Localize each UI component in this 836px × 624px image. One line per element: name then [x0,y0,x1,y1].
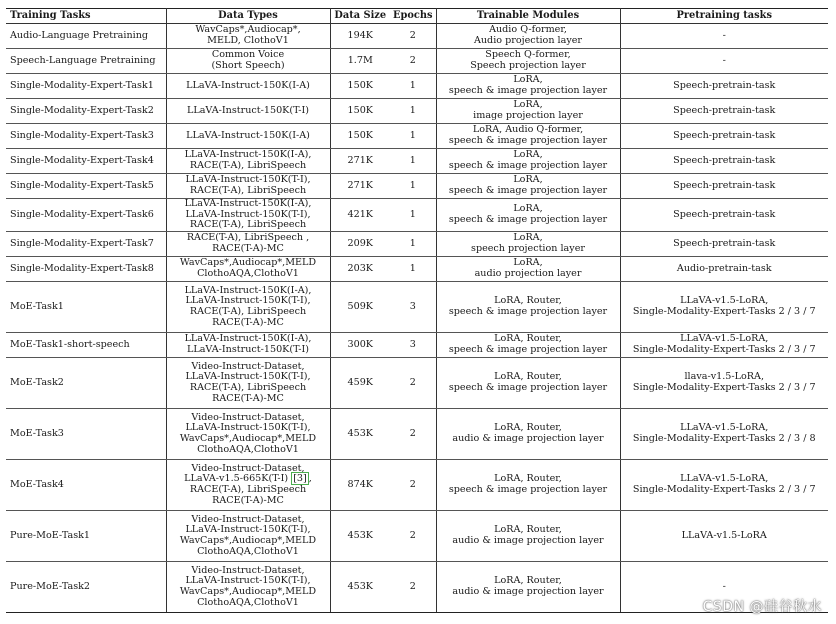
cell-line: llava-v1.5-LoRA, [684,371,764,383]
cell-line: audio projection layer [474,268,582,280]
trainable-modules-cell [436,99,620,124]
pretraining-tasks-cell [620,358,828,409]
cell-line: LLaVA-Instruct-150K(I-A), [184,284,312,296]
table-row [6,511,828,562]
citation-link[interactable]: [3] [293,473,307,485]
trainable-modules-cell [436,24,620,49]
data-types-cell [166,99,330,124]
task-name: Single-Modality-Expert-Task3 [6,124,166,149]
epochs-cell: 2 [390,24,436,49]
table-row [6,257,828,282]
table-row [6,232,828,257]
cell-line: LLaVA-Instruct-150K(T-I), [185,575,311,587]
cell-line: RACE(T-A), LibriSpeech [189,484,307,496]
cell-line: speech & image projection layer [448,185,608,196]
data-size-cell: 421K [330,199,390,232]
data-types-cell [166,511,330,562]
table-row [6,409,828,460]
cell-line: LLaVA-Instruct-150K(T-I), [185,295,311,307]
pretraining-tasks-cell [620,124,828,149]
cell-line: RACE(T-A), LibriSpeech [189,185,307,196]
data-size-cell: 453K [330,511,390,562]
data-size-cell: 453K [330,409,390,460]
cell-line: speech & image projection layer [448,85,608,96]
cell-line: WavCaps*,Audiocap*,MELD [179,586,317,598]
cell-line: LLaVA-Instruct-150K(T-I) [186,344,310,356]
pretraining-tasks-cell [620,460,828,511]
task-name: MoE-Task2 [6,358,166,409]
pretraining-tasks-cell [620,174,828,199]
table-row [6,460,828,511]
trainable-modules-cell [436,149,620,174]
cell-line: LoRA, [513,99,543,111]
data-size-cell: 150K [330,99,390,124]
cell-line: - [722,54,726,66]
data-types-cell [166,460,330,511]
cell-line: LLaVA-v1.5-LoRA, [680,295,769,307]
cell-line: audio & image projection layer [452,535,604,547]
trainable-modules-cell [436,174,620,199]
trainable-modules-cell [436,257,620,282]
data-types-cell [166,409,330,460]
pretraining-tasks-cell [620,232,828,257]
cell-line: LoRA, Router, [494,333,562,345]
table-row [6,99,828,124]
trainable-modules-cell [436,562,620,613]
cell-line: LLaVA-Instruct-150K(I-A) [186,129,310,141]
table-row [6,282,828,333]
cell-line: ClothoAQA,ClothoV1 [197,268,299,280]
table-row [6,174,828,199]
data-types-cell [166,232,330,257]
data-size-cell: 150K [330,74,390,99]
trainable-modules-cell [436,282,620,333]
cell-line: LLaVA-Instruct-150K(T-I), [185,371,311,383]
pretraining-tasks-cell [620,49,828,74]
cell-line: LLaVA-v1.5-LoRA, [680,333,769,345]
cell-line: (Short Speech) [211,60,285,71]
data-types-cell [166,333,330,358]
cell-line: Speech-pretrain-task [673,208,776,220]
task-name: Pure-MoE-Task1 [6,511,166,562]
cell-line: LLaVA-Instruct-150K(T-I), [185,208,311,220]
epochs-cell: 2 [390,49,436,74]
data-size-cell: 209K [330,232,390,257]
cell-line: RACE(T-A)-MC [212,494,284,506]
cell-line: LLaVA-v1.5-LoRA, [680,473,769,485]
cell-line: LLaVA-Instruct-150K(T-I), [185,524,311,536]
task-name: Single-Modality-Expert-Task1 [6,74,166,99]
cell-line: Audio projection layer [473,35,583,46]
cell-line: Speech Q-former, [485,49,571,61]
pretraining-tasks-cell [620,333,828,358]
data-types-cell [166,174,330,199]
epochs-cell: 2 [390,562,436,613]
cell-line: - [722,29,726,41]
data-size-cell: 459K [330,358,390,409]
epochs-cell: 2 [390,511,436,562]
trainable-modules-cell [436,124,620,149]
cell-line: Speech-pretrain-task [673,129,776,141]
data-types-cell [166,199,330,232]
trainable-modules-cell [436,74,620,99]
cell-line: LLaVA-Instruct-150K(I-A), [184,149,312,161]
task-name: Single-Modality-Expert-Task7 [6,232,166,257]
cell-line: LoRA, [513,257,543,269]
cell-line: LLaVA-v1.5-LoRA, [680,422,769,434]
task-name: MoE-Task1-short-speech [6,333,166,358]
cell-line: Video-Instruct-Dataset, [191,564,305,576]
cell-line: Audio Q-former, [489,24,567,36]
task-name: Audio-Language Pretraining [6,24,166,49]
cell-line: RACE(T-A), LibriSpeech [189,306,307,318]
cell-line: Speech-pretrain-task [673,104,776,116]
cell-line: WavCaps*,Audiocap*, [195,24,301,36]
cell-line: LoRA, Router, [494,371,562,383]
pretraining-tasks-cell [620,409,828,460]
cell-line: LLaVA-Instruct-150K(I-A), [184,198,312,209]
cell-line: Speech projection layer [470,60,586,71]
cell-line: Single-Modality-Expert-Tasks 2 / 3 / 8 [632,433,816,445]
task-name: Single-Modality-Expert-Task2 [6,99,166,124]
table-row [6,124,828,149]
cell-line: speech & image projection layer [448,306,608,318]
trainable-modules-cell [436,199,620,232]
pretraining-tasks-cell [620,199,828,232]
pretraining-tasks-cell [620,257,828,282]
cell-line: RACE(T-A), LibriSpeech [189,382,307,394]
data-size-cell: 271K [330,174,390,199]
header-training-tasks: Training Tasks [6,9,166,24]
cell-line: Single-Modality-Expert-Tasks 2 / 3 / 7 [632,484,816,496]
trainable-modules-cell [436,511,620,562]
cell-line: WavCaps*,Audiocap*,MELD [179,535,317,547]
epochs-cell: 1 [390,174,436,199]
cell-line: Video-Instruct-Dataset, [191,360,305,372]
cell-line: LoRA, Router, [494,575,562,587]
data-size-cell: 194K [330,24,390,49]
epochs-cell: 2 [390,358,436,409]
cell-line: speech projection layer [471,243,585,255]
task-name: Pure-MoE-Task2 [6,562,166,613]
data-types-cell [166,74,330,99]
data-types-cell [166,282,330,333]
training-tasks-table [6,8,828,613]
cell-line: LLaVA-v1.5-LoRA [681,529,767,541]
table-row [6,49,828,74]
cell-line: RACE(T-A), LibriSpeech , [186,232,310,244]
cell-line: RACE(T-A)-MC [212,392,284,404]
data-size-cell: 150K [330,124,390,149]
trainable-modules-cell [436,409,620,460]
pretraining-tasks-cell [620,511,828,562]
cell-line: audio & image projection layer [452,586,604,598]
header-data-size: Data Size [330,9,390,24]
epochs-cell: 1 [390,232,436,257]
data-types-cell [166,24,330,49]
cell-line: RACE(T-A)-MC [212,316,284,328]
data-types-cell [166,49,330,74]
task-name: Single-Modality-Expert-Task8 [6,257,166,282]
cell-line: speech & image projection layer [448,382,608,394]
pretraining-tasks-cell [620,74,828,99]
epochs-cell: 2 [390,409,436,460]
cell-line: LoRA, Router, [494,524,562,536]
pretraining-tasks-cell [620,282,828,333]
cell-line: Speech-pretrain-task [673,154,776,166]
cell-line: - [722,580,726,592]
cell-line: LoRA, [513,174,543,186]
cell-line: LoRA, [513,203,543,215]
cell-line: image projection layer [473,110,583,121]
cell-line: Speech-pretrain-task [673,237,776,249]
task-name: MoE-Task4 [6,460,166,511]
task-name: MoE-Task1 [6,282,166,333]
task-name: Single-Modality-Expert-Task6 [6,199,166,232]
cell-line: RACE(T-A), LibriSpeech [189,160,307,171]
header-data-types: Data Types [166,9,330,24]
cell-line: LLaVA-Instruct-150K(I-A) [186,79,310,91]
cell-line: ClothoAQA,ClothoV1 [197,545,299,557]
data-types-cell [166,149,330,174]
epochs-cell: 1 [390,199,436,232]
data-size-cell: 1.7M [330,49,390,74]
table-row [6,74,828,99]
data-size-cell: 509K [330,282,390,333]
data-size-cell: 300K [330,333,390,358]
cell-line: LoRA, Router, [494,295,562,307]
header-pretraining-tasks: Pretraining tasks [620,9,828,24]
trainable-modules-cell [436,460,620,511]
epochs-cell: 1 [390,149,436,174]
cell-line: speech & image projection layer [448,160,608,171]
cell-line: MELD, ClothoV1 [207,35,289,46]
data-types-cell [166,124,330,149]
trainable-modules-cell [436,49,620,74]
data-size-cell: 203K [330,257,390,282]
table-row [6,358,828,409]
cell-line: LLaVA-Instruct-150K(I-A), [184,333,312,345]
trainable-modules-cell [436,333,620,358]
epochs-cell: 2 [390,460,436,511]
cell-line: WavCaps*,Audiocap*,MELD [179,257,317,269]
task-name: Single-Modality-Expert-Task5 [6,174,166,199]
table-row [6,333,828,358]
epochs-cell: 1 [390,99,436,124]
cell-line: LoRA, Router, [494,473,562,485]
data-size-cell: 874K [330,460,390,511]
cell-line: audio & image projection layer [452,433,604,445]
cell-line: RACE(T-A)-MC [212,243,284,255]
cell-line: ClothoAQA,ClothoV1 [197,596,299,608]
cell-line: LLaVA-Instruct-150K(T-I), [185,422,311,434]
cell-line: LoRA, Audio Q-former, [472,124,584,136]
cell-line: Single-Modality-Expert-Tasks 2 / 3 / 7 [632,306,816,318]
header-epochs: Epochs [390,9,436,24]
data-size-cell: 271K [330,149,390,174]
data-types-cell [166,562,330,613]
pretraining-tasks-cell [620,24,828,49]
cell-line: LoRA, [513,74,543,86]
data-types-cell [166,257,330,282]
pretraining-tasks-cell [620,149,828,174]
cell-line: ClothoAQA,ClothoV1 [197,443,299,455]
cell-line: speech & image projection layer [448,135,608,146]
pretraining-tasks-cell [620,99,828,124]
epochs-cell: 1 [390,124,436,149]
epochs-cell: 3 [390,282,436,333]
task-name: MoE-Task3 [6,409,166,460]
data-size-cell: 453K [330,562,390,613]
cell-line: Video-Instruct-Dataset, [191,411,305,423]
epochs-cell: 1 [390,257,436,282]
epochs-cell: 1 [390,74,436,99]
table-row [6,199,828,232]
cell-line: RACE(T-A), LibriSpeech [189,219,307,231]
cell-line: Speech-pretrain-task [673,79,776,91]
cell-line: Speech-pretrain-task [673,179,776,191]
cell-line: LLaVA-v1.5-665K(T-I) [3] , [184,473,312,485]
cell-line: Single-Modality-Expert-Tasks 2 / 3 / 7 [632,344,816,356]
cell-line: LLaVA-Instruct-150K(T-I), [185,174,311,186]
task-name: Speech-Language Pretraining [6,49,166,74]
table-row [6,149,828,174]
cell-line: Video-Instruct-Dataset, [191,513,305,525]
cell-line: Single-Modality-Expert-Tasks 2 / 3 / 7 [632,382,816,394]
cell-line: LoRA, Router, [494,422,562,434]
cell-line: Video-Instruct-Dataset, [191,462,305,474]
table-row [6,24,828,49]
cell-line: LLaVA-Instruct-150K(T-I) [186,104,310,116]
watermark: CSDN @硅谷秋水 [702,599,822,615]
epochs-cell: 3 [390,333,436,358]
cell-line: Common Voice [211,49,285,61]
cell-line: speech & image projection layer [448,344,608,356]
table-body [6,24,828,613]
task-name: Single-Modality-Expert-Task4 [6,149,166,174]
table-header-row [6,9,828,24]
cell-line: speech & image projection layer [448,214,608,226]
cell-line: WavCaps*,Audiocap*,MELD [179,433,317,445]
cell-line: LoRA, [513,232,543,244]
trainable-modules-cell [436,232,620,257]
cell-line: LoRA, [513,149,543,161]
data-types-cell [166,358,330,409]
header-trainable-modules: Trainable Modules [436,9,620,24]
cell-line: speech & image projection layer [448,484,608,496]
trainable-modules-cell [436,358,620,409]
cell-line: Audio-pretrain-task [676,262,772,274]
